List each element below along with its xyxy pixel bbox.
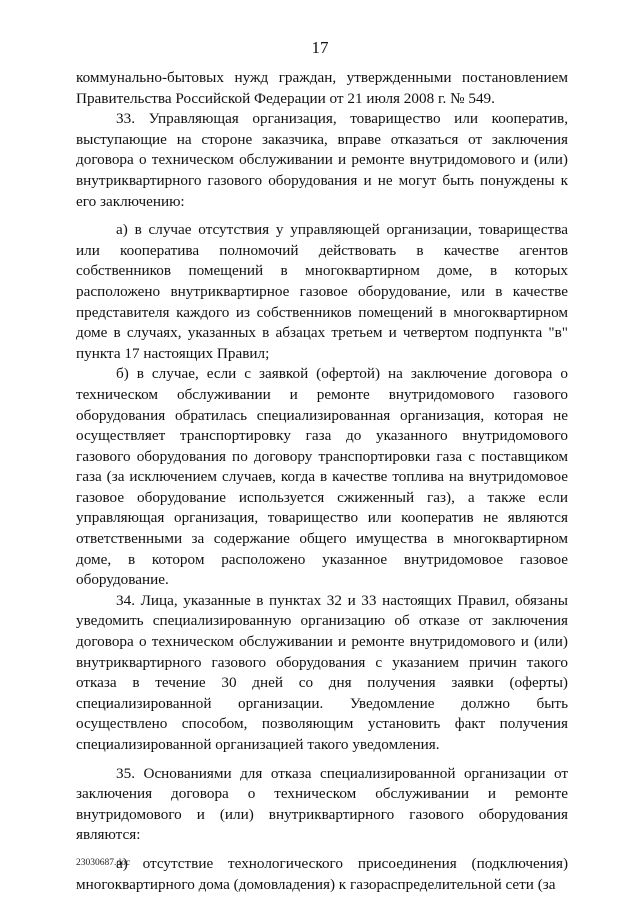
paragraph-clause-34: 34. Лица, указанные в пунктах 32 и 33 настоящих Правил, обязаны уведомить специализированную организацию об отказе от заключения договора о техническом обслуживании и ремонте внутридомового и (или) внутриквартирного газового оборудования с указанием причин такого отказа в течение 30 дней со дня получения заявки (оферты) специализированной организации. Уведомление должно быть осуществлено способом, позволяющим установить факт получения специализированной организацией такого уведомления. <box>76 591 568 753</box>
paragraph-clause-35: 35. Основаниями для отказа специализированной организации от заключения договора о техническом обслуживании и ремонте внутридомового и (или) внутриквартирного газового оборудования являются: <box>76 764 568 844</box>
document-body <box>76 68 568 895</box>
paragraph-clause-35-a: а) отсутствие технологического присоединения (подключения) многоквартирного дома (домовладения) к газораспределительной сети (за <box>76 854 568 893</box>
paragraph-clause-33: 33. Управляющая организация, товарищество или кооператив, выступающие на стороне заказчика, вправе отказаться от заключения договора о техническом обслуживании и ремонте внутридомового и (или) внутриквартирного газового оборудования и не могут быть понуждены к его заключению: <box>76 110 568 210</box>
paragraph-clause-33-b: б) в случае, если с заявкой (офертой) на заключение договора о техническом обслуживании и ремонте внутридомового газового оборудования обратилась специализированная организация, которая не осуществляет транспортировку газа до указанного внутридомового газового оборудования по договору транспортировки газа с поставщиком газа (за исключением случаев, когда в качестве топлива на внутридомовое газовое оборудование используется сжиженный газ), а также если управляющая организация, товарищество или кооператив не являются ответственными за содержание общего имущества в многоквартирном доме, в котором расположено указанное внутридомовое газовое оборудование. <box>76 365 568 589</box>
page-number: 17 <box>311 38 329 57</box>
paragraph-continuation: коммунально-бытовых нужд граждан, утвержденными постановлением Правительства Российской Федерации от 21 июля 2008 г. № 549. <box>76 69 568 107</box>
paragraph-clause-33-a: а) в случае отсутствия у управляющей организации, товарищества или кооператива полномочий действовать в качестве агентов собственников помещений в многоквартирном доме, в которых расположено внутриквартирное газовое оборудование, или в качестве представителя каждого из собственников помещений в многоквартирном доме в случаях, указанных в абзацах третьем и четвертом подпункта "в" пункта 17 настоящих Правил; <box>76 221 568 362</box>
footer-filename: 23030687.doc <box>76 858 131 868</box>
